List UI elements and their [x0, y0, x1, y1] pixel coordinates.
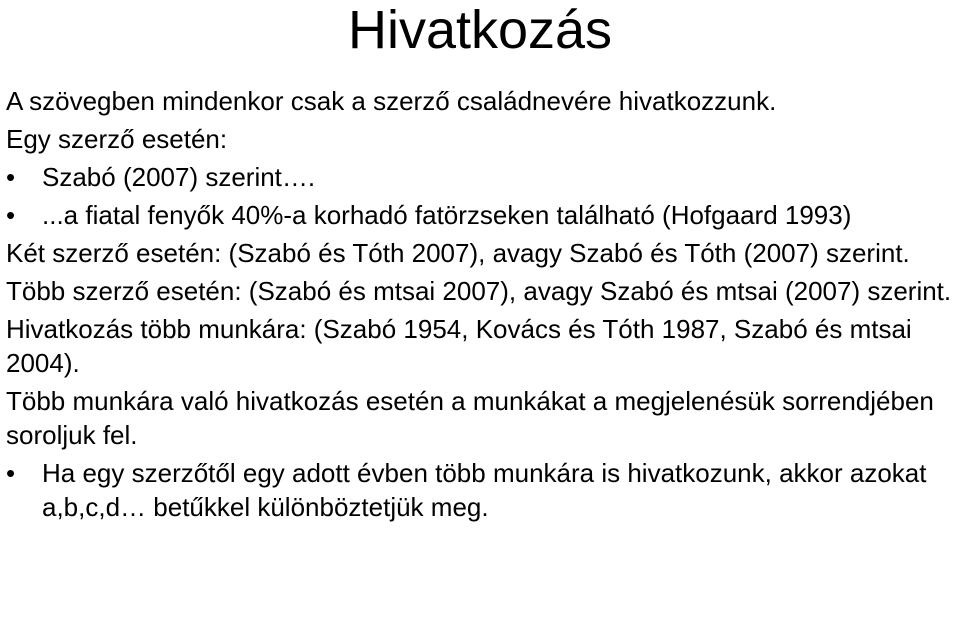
bullet-item — [6, 160, 956, 194]
bullet-text: ...a fiatal fenyők 40%-a korhadó fatörzseken található (Hofgaard 1993) — [42, 200, 852, 230]
paragraph-order-rule: Több munkára való hivatkozás esetén a munkákat a megjelenésük sorrendjében soroljuk fel. — [6, 386, 934, 450]
paragraph-one-author: Egy szerző esetén: — [6, 124, 228, 154]
paragraph-many-authors: Több szerző esetén: (Szabó és mtsai 2007), avagy Szabó és mtsai (2007) szerint. — [6, 276, 952, 306]
paragraph-two-authors: Két szerző esetén: (Szabó és Tóth 2007), avagy Szabó és Tóth (2007) szerint. — [6, 238, 910, 268]
slide-body — [6, 84, 956, 528]
slide-title: Hivatkozás — [347, 0, 613, 60]
paragraph-surname-rule: A szövegben mindenkor csak a szerző családnevére hivatkozzunk. — [6, 86, 777, 116]
paragraph-multiple-works: Hivatkozás több munkára: (Szabó 1954, Kovács és Tóth 1987, Szabó és mtsai 2004). — [6, 314, 912, 378]
bullet-text: Szabó (2007) szerint…. — [42, 162, 316, 192]
bullet-icon: • — [6, 200, 16, 230]
bullet-icon: • — [6, 458, 16, 488]
bullet-item — [6, 456, 956, 524]
bullet-item — [6, 198, 956, 232]
bullet-icon: • — [6, 162, 16, 192]
bullet-text: Ha egy szerzőtől egy adott évben több munkára is hivatkozunk, akkor azokat a,b,c,d… betűkkel különböztetjük meg. — [42, 458, 927, 522]
